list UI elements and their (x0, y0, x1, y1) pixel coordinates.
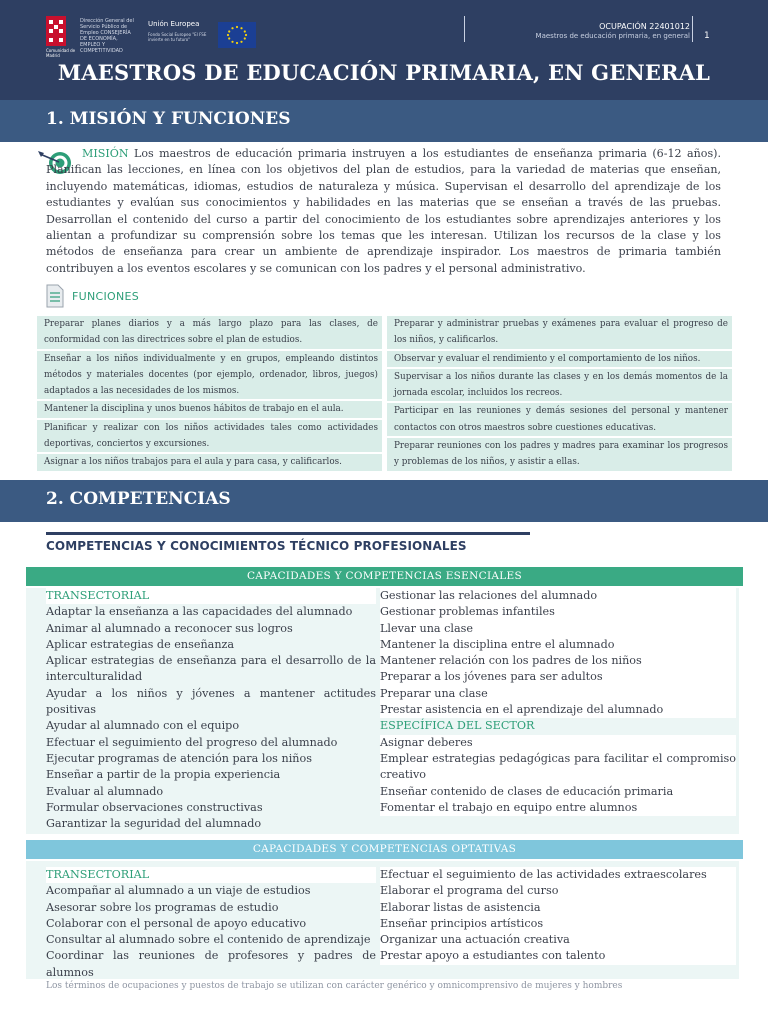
header-divider (464, 16, 465, 42)
section-bar-competencias (0, 480, 768, 522)
optional-skills-left (46, 867, 376, 981)
functions-column-right (387, 316, 732, 473)
skill-item: Efectuar el seguimiento de las actividades extraescolares (380, 867, 736, 883)
skill-item: Preparar una clase (380, 686, 736, 702)
skills-category-heading: ESPECÍFICA DEL SECTOR (380, 718, 736, 734)
skills-category-heading: TRANSECTORIAL (46, 588, 376, 604)
skill-item: Ayudar a los niños y jóvenes a mantener actitudes positivas (46, 686, 376, 717)
header-divider (692, 16, 693, 42)
essential-skills-right (380, 588, 736, 816)
footer-note: Los términos de ocupaciones y puestos de trabajo se utilizan con carácter genérico y omnicomprensivo de mujeres y hombres (46, 981, 623, 991)
function-item: Preparar planes diarios y a más largo plazo para las clases, de conformidad con las directrices sobre el plan de estudios. (37, 316, 382, 349)
occupation-name: Maestros de educación primaria, en general (535, 32, 690, 40)
function-item: Participar en las reuniones y demás sesiones del personal y mantener contactos con otros maestros sobre cuestiones educativas. (387, 403, 732, 436)
function-item: Preparar y administrar pruebas y exámenes para evaluar el progreso de los niños, y calificarlos. (387, 316, 732, 349)
skill-item: Gestionar las relaciones del alumnado (380, 588, 736, 604)
competencies-subheading: COMPETENCIAS Y CONOCIMIENTOS TÉCNICO PROFESIONALES (46, 539, 467, 553)
skill-item: Consultar al alumnado sobre el contenido de aprendizaje (46, 933, 371, 947)
skill-item: Aplicar estrategias de enseñanza (46, 637, 235, 651)
mission-text: Los maestros de educación primaria instruyen a los estudiantes de enseñanza primaria (6-12 años). Planifican las lecciones, en línea con los objetivos del plan de estudios, para la variedad de materias que enseñan, incluyendo matemáticas, idiomas, estudios de naturaleza y música. Supervisan el desarrollo del aprendizaje de los estudiantes y evalúan sus conocimientos y habilidades en las materias que se enseñan a través de las pruebas. Desarrollan el contenido del curso a partir del conocimiento de los estudiantes sobre aprendizajes anteriores y los alientan a profundizar su comprensión sobre los temas que les interesan. Utilizan los recursos de la clase y los métodos de enseñanza para crear un ambiente de aprendizaje inspirador. Los maestros de primaria también contribuyen a los eventos escolares y se comunican con los padres y el personal administrativo. (46, 147, 721, 275)
function-item: Supervisar a los niños durante las clases y en los demás momentos de la jornada escolar, incluidos los recreos. (387, 369, 732, 402)
function-item: Mantener la disciplina y unos buenos hábitos de trabajo en el aula. (37, 401, 382, 417)
skill-item: Enseñar principios artísticos (380, 916, 736, 932)
section-bar-mision (0, 100, 768, 142)
subheading-rule (46, 532, 530, 535)
skill-item: Acompañar al alumnado a un viaje de estudios (46, 884, 311, 898)
page-header (0, 0, 768, 100)
skill-item: Colaborar con el personal de apoyo educativo (46, 916, 307, 930)
skill-item: Asignar deberes (380, 735, 736, 751)
functions-column-left (37, 316, 382, 473)
skill-item: Emplear estrategias pedagógicas para facilitar el compromiso creativo (380, 751, 736, 784)
skill-item: Evaluar al alumnado (46, 784, 164, 798)
skill-item: Efectuar el seguimiento del progreso del alumnado (46, 735, 338, 749)
skill-item: Animar al alumnado a reconocer sus logros (46, 621, 293, 635)
function-item: Preparar reuniones con los padres y madres para examinar los progresos y problemas de los niños, y asistir a ellas. (387, 438, 732, 471)
essential-skills-panel (26, 588, 739, 834)
skill-item: Mantener la disciplina entre el alumnado (380, 637, 736, 653)
skill-item: Ejecutar programas de atención para los niños (46, 751, 312, 765)
skill-item: Elaborar el programa del curso (380, 883, 736, 899)
skill-item: Enseñar contenido de clases de educación primaria (380, 784, 736, 800)
skill-item: Adaptar la enseñanza a las capacidades del alumnado (46, 605, 353, 619)
optional-skills-bar: CAPACIDADES Y COMPETENCIAS OPTATIVAS (26, 840, 743, 859)
skill-item: Mantener relación con los padres de los niños (380, 653, 736, 669)
mission-paragraph (46, 146, 721, 277)
skill-item: Gestionar problemas infantiles (380, 604, 736, 620)
essential-skills-left (46, 588, 376, 832)
eu-label: Unión Europea (148, 20, 200, 28)
skill-item: Prestar apoyo a estudiantes con talento (380, 948, 736, 964)
skill-item: Garantizar la seguridad del alumnado (46, 817, 262, 831)
essential-skills-bar: CAPACIDADES Y COMPETENCIAS ESENCIALES (26, 567, 743, 586)
function-item: Planificar y realizar con los niños actividades tales como actividades deportivas, conciertos y excursiones. (37, 420, 382, 453)
section-heading: 2. COMPETENCIAS (46, 489, 231, 509)
skill-item: Preparar a los jóvenes para ser adultos (380, 669, 736, 685)
skill-item: Elaborar listas de asistencia (380, 900, 736, 916)
page-title: MAESTROS DE EDUCACIÓN PRIMARIA, EN GENERAL (57, 60, 711, 85)
page-number: 1 (704, 31, 710, 41)
optional-skills-right (380, 867, 736, 965)
skill-item: Formular observaciones constructivas (46, 800, 263, 814)
comunidad-madrid-logo (46, 16, 66, 46)
eu-subtitle: Fondo Social Europeo "El FSE invierte en tu futuro" (148, 32, 207, 42)
skills-category-heading: TRANSECTORIAL (46, 867, 376, 883)
occupation-code: OCUPACIÓN 22401012 (599, 22, 690, 31)
functions-title: FUNCIONES (72, 290, 140, 303)
eu-flag-icon (218, 22, 256, 48)
skill-item: Fomentar el trabajo en equipo entre alumnos (380, 800, 736, 816)
logo-department-text: Dirección General del Servicio Público de Empleo CONSEJERÍA DE ECONOMÍA, EMPLEO Y COMPETITIVIDAD (80, 18, 134, 54)
logo-cm-text: Comunidad de Madrid (46, 48, 76, 58)
function-item: Asignar a los niños trabajos para el aula y para casa, y calificarlos. (37, 454, 382, 470)
skill-item: Prestar asistencia en el aprendizaje del alumnado (380, 702, 736, 718)
skill-item: Llevar una clase (380, 621, 736, 637)
section-heading: 1. MISIÓN Y FUNCIONES (46, 109, 291, 129)
document-list-icon (46, 284, 64, 308)
skill-item: Asesorar sobre los programas de estudio (46, 900, 279, 914)
skill-item: Enseñar a partir de la propia experiencia (46, 768, 281, 782)
skill-item: Coordinar las reuniones de profesores y padres de alumnos (46, 949, 376, 979)
skill-item: Ayudar al alumnado con el equipo (46, 719, 240, 733)
mission-label: MISIÓN (82, 147, 129, 160)
function-item: Observar y evaluar el rendimiento y el comportamiento de los niños. (387, 351, 732, 367)
function-item: Enseñar a los niños individualmente y en grupos, empleando distintos métodos y materiales docentes (por ejemplo, ordenador, libros, juegos) adaptados a las necesidades de los mismos. (37, 351, 382, 400)
optional-skills-panel (26, 861, 739, 979)
skill-item: Aplicar estrategias de enseñanza para el desarrollo de la interculturalidad (46, 654, 376, 684)
skill-item: Organizar una actuación creativa (380, 932, 736, 948)
